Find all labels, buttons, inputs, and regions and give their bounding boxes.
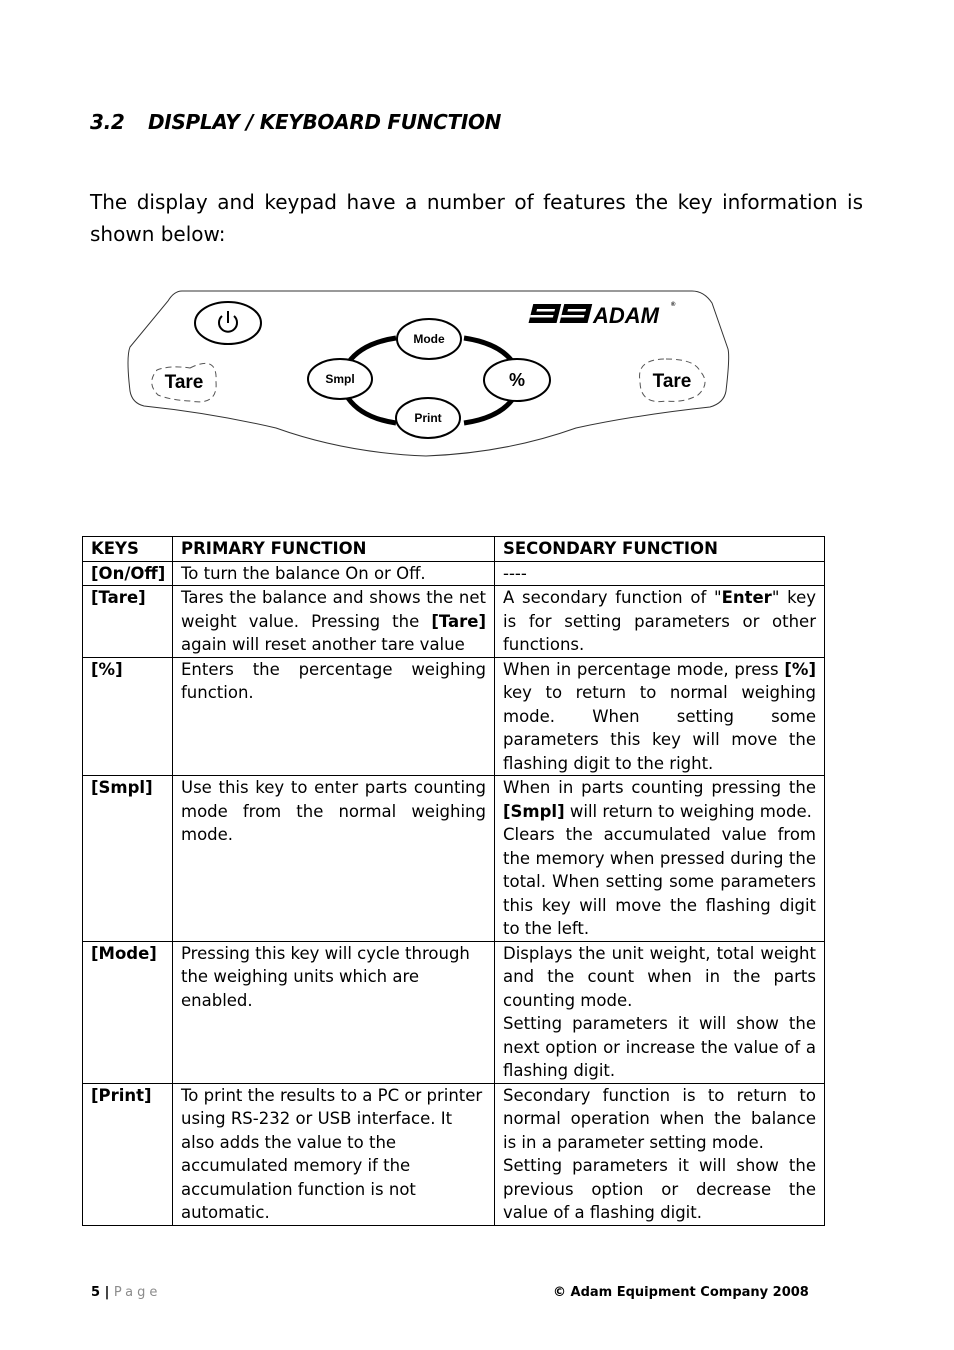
tare-right-button — [640, 359, 706, 402]
primary-cell: To print the results to a PC or printer using RS-232 or USB interface. It also adds the value to the accumulated memory if the accumulation function is not automatic. — [173, 1083, 495, 1225]
table-row — [83, 657, 825, 776]
print-button — [396, 398, 460, 438]
intro-paragraph: The display and keypad have a number of features the key information is shown below: — [90, 190, 863, 246]
primary-cell: To turn the balance On or Off. — [173, 561, 495, 586]
tare-left-label: Tare — [164, 372, 204, 393]
section-heading — [90, 110, 501, 134]
primary-cell: Tares the balance and shows the net weight value. Pressing the [Tare] again will reset another tare value — [173, 586, 495, 658]
section-number: 3.2 — [90, 110, 125, 134]
key-cell: [%] — [83, 657, 173, 776]
table-header-row — [83, 537, 825, 562]
secondary-cell: Secondary function is to return to normal operation when the balance is in a parameter setting mode. Setting parameters it will show the previous option or decrease the value of a flashing digit. — [495, 1083, 825, 1225]
secondary-cell: Displays the unit weight, total weight and the count when in the parts counting mode. Setting parameters it will show the next option or increase the value of a flashing digit. — [495, 941, 825, 1083]
key-function-table — [82, 536, 825, 1226]
footer-separator: | — [100, 1285, 114, 1300]
smpl-label: Smpl — [325, 372, 355, 386]
mode-label: Mode — [413, 332, 445, 346]
header-keys: KEYS — [83, 537, 173, 562]
key-cell: [Smpl] — [83, 776, 173, 942]
percent-label: % — [508, 370, 526, 390]
header-primary: PRIMARY FUNCTION — [173, 537, 495, 562]
power-button — [195, 302, 261, 344]
brand-name: ADAM — [593, 303, 659, 328]
table-row — [83, 1083, 825, 1225]
secondary-cell: A secondary function of "Enter" key is for setting parameters or other functions. — [495, 586, 825, 658]
key-cell: [Mode] — [83, 941, 173, 1083]
tare-right-label: Tare — [652, 371, 692, 392]
print-label: Print — [414, 411, 442, 425]
key-cell: [Print] — [83, 1083, 173, 1225]
table-row — [83, 586, 825, 658]
percent-button — [484, 359, 550, 401]
table-row — [83, 561, 825, 586]
header-secondary: SECONDARY FUNCTION — [495, 537, 825, 562]
primary-cell: Pressing this key will cycle through the weighing units which are enabled. — [173, 941, 495, 1083]
page-label: Page — [113, 1285, 162, 1300]
secondary-cell: ---- — [495, 561, 825, 586]
key-cell: [Tare] — [83, 586, 173, 658]
tare-left-button — [152, 363, 216, 402]
mode-button — [397, 319, 461, 359]
primary-cell: Enters the percentage weighing function. — [173, 657, 495, 776]
secondary-cell: When in parts counting pressing the [Smpl] will return to weighing mode. Clears the accumulated value from the memory when pressed during the total. When setting some parameters this key will move the flashing digit to the left. — [495, 776, 825, 942]
page-footer-left — [91, 1285, 161, 1300]
key-cell: [On/Off] — [83, 561, 173, 586]
table-row — [83, 941, 825, 1083]
section-title: DISPLAY / KEYBOARD FUNCTION — [148, 110, 502, 134]
smpl-button — [308, 359, 372, 399]
registered-mark: ® — [671, 302, 676, 308]
page-number: 5 — [91, 1285, 101, 1300]
keypad-diagram — [126, 285, 730, 460]
copyright: © Adam Equipment Company 2008 — [553, 1285, 809, 1300]
primary-cell: Use this key to enter parts counting mode from the normal weighing mode. — [173, 776, 495, 942]
table-row — [83, 776, 825, 942]
secondary-cell: When in percentage mode, press [%] key to return to normal weighing mode. When setting some parameters this key will move the flashing digit to the right. — [495, 657, 825, 776]
